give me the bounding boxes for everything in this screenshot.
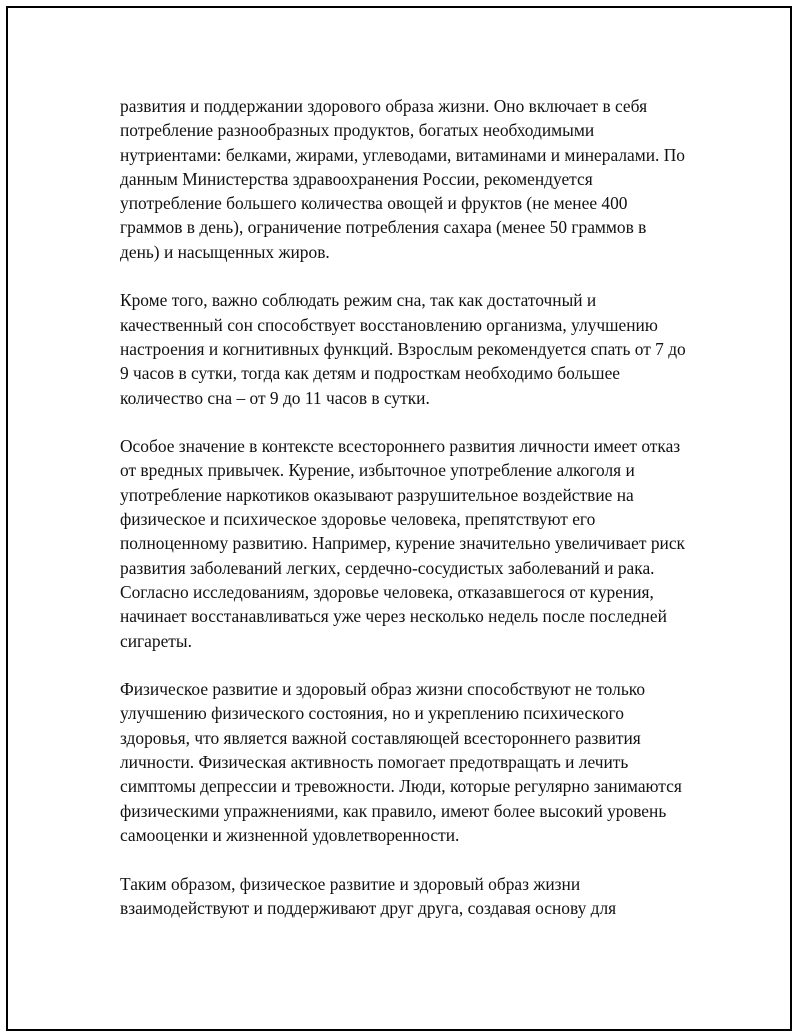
paragraph-bad-habits: Особое значение в контексте всестороннего развития личности имеет отказ от вредных привычек. Курение, избыточное употребление алкоголя и употребление наркотиков оказывают разрушительное воздействие на физическое и психическое здоровье человека, препятствуют его полноценному развитию. Например, курение значительно увеличивает риск развития заболеваний легких, сердечно-сосудистых заболеваний и рака. Согласно исследованиям, здоровье человека, отказавшегося от курения, начинает восстанавливаться уже через несколько недель после последней сигареты. <box>120 436 685 651</box>
paragraph-diet: развития и поддержании здорового образа жизни. Оно включает в себя потребление разнообразных продуктов, богатых необходимыми нутриентами: белками, жирами, углеводами, витаминами и минералами. По данным Министерства здравоохранения России, рекомендуется употребление большего количества овощей и фруктов (не менее 400 граммов в день), ограничение потребления сахара (менее 50 граммов в день) и насыщенных жиров. <box>120 96 685 262</box>
document-body <box>120 94 686 920</box>
document-page <box>6 6 792 1031</box>
paragraph-conclusion: Таким образом, физическое развитие и здоровый образ жизни взаимодействуют и поддерживают друг друга, создавая основу для <box>120 873 617 918</box>
paragraph-sleep: Кроме того, важно соблюдать режим сна, так как достаточный и качественный сон способствует восстановлению организма, улучшению настроения и когнитивных функций. Взрослым рекомендуется спать от 7 до 9 часов в сутки, тогда как детям и подросткам необходимо большее количество сна – от 9 до 11 часов в сутки. <box>120 290 686 408</box>
paragraph-mental-health: Физическое развитие и здоровый образ жизни способствуют не только улучшению физического состояния, но и укреплению психического здоровья, что является важной составляющей всестороннего развития личности. Физическая активность помогает предотвращать и лечить симптомы депрессии и тревожности. Люди, которые регулярно занимаются физическими упражнениями, как правило, имеют более высокий уровень самооценки и жизненной удовлетворенности. <box>120 679 682 845</box>
